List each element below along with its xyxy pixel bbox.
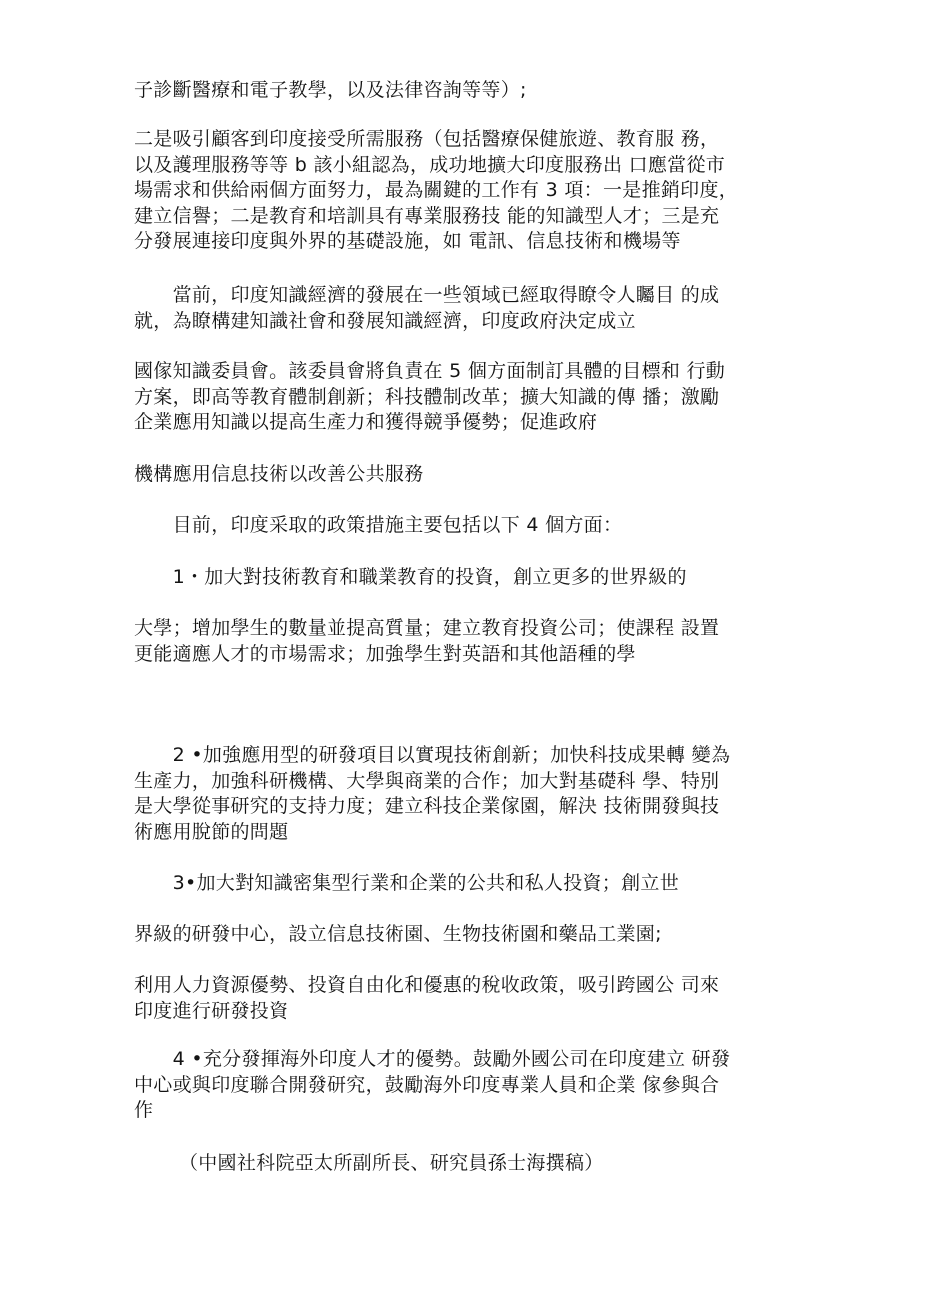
text-line: 場需求和供給兩個方面努力，最為關鍵的工作有 3 項：一是推銷印度， [134, 179, 739, 201]
text-line: 生產力，加強科研機構、大學與商業的合作；加大對基礎科 學、特別 [134, 769, 720, 792]
text-line: 子診斷醫療和電子教學，以及法律咨詢等等）; [134, 79, 527, 101]
text-line: 機構應用信息技術以改善公共服務 [134, 463, 424, 485]
text-line: 就，為瞭構建知識社會和發展知識經濟，印度政府決定成立 [134, 309, 636, 332]
paragraph-6 [134, 513, 834, 539]
text-line: 更能適應人才的市場需求；加強學生對英語和其他語種的學 [134, 642, 636, 665]
paragraph-5 [134, 462, 834, 488]
text-line: 作 [134, 1099, 154, 1121]
text-line: 中心或與印度聯合開發研究，鼓勵海外印度專業人員和企業 傢參與合 [134, 1073, 720, 1096]
text-line: 4 •充分發揮海外印度人才的優勢。鼓勵外國公司在印度建立 研發 [134, 1048, 731, 1070]
text-line: 國傢知識委員會。該委員會將負責在 5 個方面制訂具體的目標和 行動 [134, 360, 726, 382]
paragraph-10 [134, 871, 834, 897]
paragraph-3 [134, 283, 834, 334]
text-line: 界級的研發中心，設立信息技術園、生物技術園和藥品工業園; [134, 923, 662, 945]
text-line: 目前，印度采取的政策措施主要包括以下 4 個方面： [134, 514, 623, 536]
text-line: 利用人力資源優勢、投資自由化和優惠的稅收政策，吸引跨國公 司來 [134, 974, 720, 996]
text-line: 印度進行研發投資 [134, 999, 289, 1022]
paragraph-2 [134, 127, 834, 255]
text-line: 當前，印度知識經濟的發展在一些領域已經取得瞭令人矚目 的成 [134, 284, 720, 306]
text-line: 二是吸引顧客到印度接受所需服務（包括醫療保健旅遊、教育服 務， [134, 128, 720, 150]
paragraph-14-attribution [134, 1151, 834, 1177]
text-line: 大學；增加學生的數量並提高質量；建立教育投資公司；使課程 設置 [134, 617, 720, 639]
paragraph-4 [134, 359, 834, 436]
paragraph-13 [134, 1047, 834, 1124]
text-line: 建立信譽；二是教育和培訓具有專業服務技 能的知識型人才；三是充 [134, 204, 720, 227]
paragraph-1 [134, 78, 834, 104]
paragraph-9 [134, 743, 834, 845]
text-line: 以及護理服務等等 b 該小組認為，成功地擴大印度服務出 口應當從市 [134, 153, 726, 176]
text-line: 術應用脫節的問題 [134, 820, 289, 843]
text-line: 是大學從事研究的支持力度；建立科技企業傢園，解決 技術開發與技 [134, 795, 720, 817]
text-line: 分發展連接印度與外界的基礎設施，如 電訊、信息技術和機場等 [134, 230, 681, 252]
text-line: 1・加大對技術教育和職業教育的投資，創立更多的世界級的 [134, 566, 687, 588]
text-line: （中國社科院亞太所副所長、研究員孫士海撰稿） [134, 1152, 604, 1174]
text-line: 企業應用知識以提高生產力和獲得競爭優勢；促進政府 [134, 411, 598, 433]
paragraph-12 [134, 973, 834, 1024]
text-line: 2 •加強應用型的研發項目以實現技術創新；加快科技成果轉 變為 [134, 744, 731, 766]
paragraph-11 [134, 922, 834, 948]
text-line: 3•加大對知識密集型行業和企業的公共和私人投資；創立世 [134, 872, 679, 894]
text-line: 方案，即高等教育體制創新；科技體制改革；擴大知識的傳 播；激勵 [134, 385, 720, 408]
paragraph-7 [134, 565, 834, 591]
paragraph-8 [134, 616, 834, 667]
